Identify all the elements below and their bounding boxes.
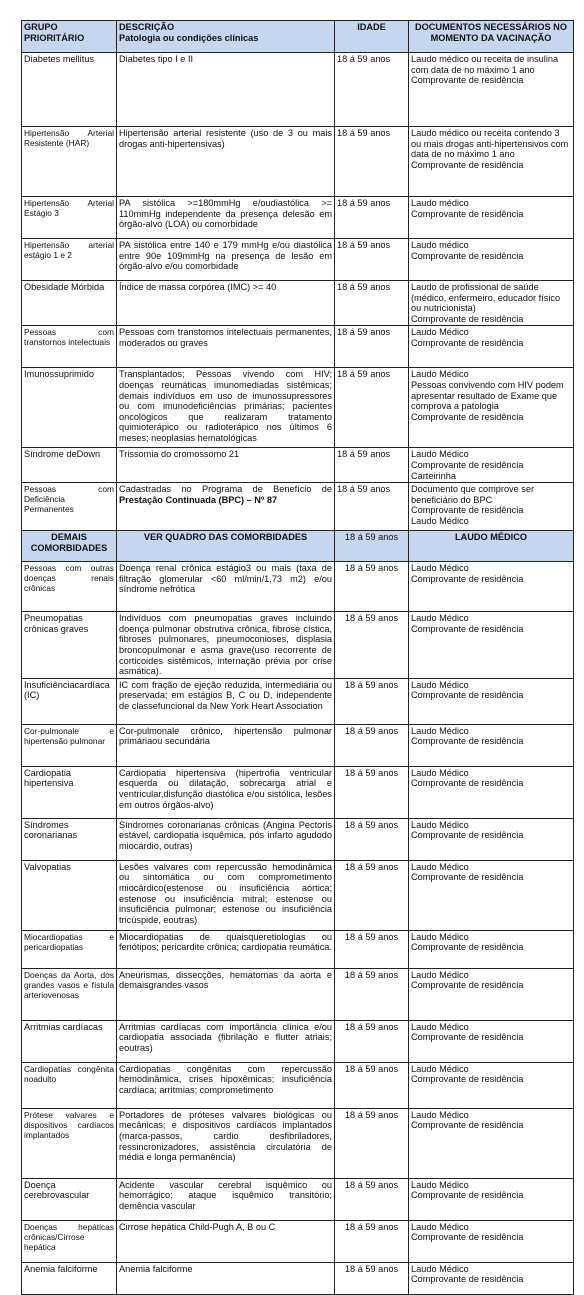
header-description-title: DESCRIÇÃO (119, 22, 175, 32)
table-row (22, 448, 574, 483)
group-cell: Doença cerebrovascular (22, 1178, 117, 1220)
group-cell: Pessoas com Deficiência Permanentes (22, 483, 117, 531)
documents-cell: Documento que comprove ser beneficiário do BPC Comprovante de residência Laudo Médico (409, 483, 574, 531)
description-bold-text: Prestação Continuada (BPC) – Nº 87 (119, 494, 278, 505)
documents-cell: Laudo médico ou receita contendo 3 ou mais drogas anti-hipertensivos com data de no máximo 1 ano Comprovante de residência (409, 127, 574, 197)
documents-cell: Laudo Médico Comprovante de residência Carteirinha (409, 448, 574, 483)
table-row (22, 1220, 574, 1262)
description-cell: Cardiopatias congênitas com repercussão hemodinâmica, crises hipoxêmicas; insuficiência cardíaca; arritmias; comprometimento (117, 1062, 335, 1108)
table-row (22, 724, 574, 766)
table-row (22, 612, 574, 679)
documents-cell: Laudo Médico Comprovante de residência (409, 968, 574, 1020)
group-cell: Síndrome deDown (22, 448, 117, 483)
table-row (22, 818, 574, 860)
documents-cell: Laudo Médico Comprovante de residência (409, 1062, 574, 1108)
documents-cell: Laudo médico Comprovante de residência (409, 197, 574, 239)
table-row (22, 1178, 574, 1220)
documents-cell: Laudo Médico Comprovante de residência (409, 562, 574, 612)
age-cell: 18 á 59 anos (335, 53, 409, 127)
documents-cell: Laudo Médico Pessoas convivendo com HIV podem apresentar resultado de Exame que comprova a patologia Comprovante de residência (409, 368, 574, 448)
documents-cell: Laudo Médico Comprovante de residência (409, 860, 574, 930)
age-cell: 18 á 59 anos (335, 1108, 409, 1178)
section-documents: LAUDO MÉDICO (409, 531, 574, 562)
header-description (117, 21, 335, 53)
table-row (22, 678, 574, 724)
table-row (22, 239, 574, 281)
section-header-body (22, 531, 574, 562)
header-group: GRUPO PRIORITÁRIO (22, 21, 117, 53)
description-cell: Doença renal crônica estágio3 ou mais (taxa de filtração glomerular <60 ml/min/1,73 m2) e/ou síndrome nefrótica (117, 562, 335, 612)
documents-cell: Laudo médico ou receita de insulina com data de no máximo 1 ano Comprovante de residência (409, 53, 574, 127)
description-cell: Arritmias cardíacas com importância clínica e/ou cardiopatia associada (fibrilação e flutter atriais; eoutras) (117, 1020, 335, 1062)
age-cell: 18 á 59 anos (335, 818, 409, 860)
documents-cell: Laudo Médico Comprovante de residência (409, 612, 574, 679)
table-row (22, 53, 574, 127)
description-cell (117, 483, 335, 531)
table-row (22, 930, 574, 968)
age-cell: 18 á 59 anos (335, 197, 409, 239)
table-row (22, 326, 574, 368)
table-row (22, 368, 574, 448)
description-cell: Aneurismas, dissecções, hematomas da aorta e demaisgrandes vasos (117, 968, 335, 1020)
comorbidities-body (22, 562, 574, 1295)
group-cell: Miocardiopatias e pericardiopatias (22, 930, 117, 968)
documents-cell: Laudo Médico Comprovante de residência (409, 766, 574, 818)
group-cell: Pessoas com transtornos intelectuais (22, 326, 117, 368)
age-cell: 18 á 59 anos (335, 1262, 409, 1294)
description-cell: Cirrose hepática Child-Pugh A, B ou C (117, 1220, 335, 1262)
age-cell: 18 á 59 anos (335, 239, 409, 281)
group-cell: Pessoas com outras doenças renais crônicas (22, 562, 117, 612)
age-cell: 18 á 59 anos (335, 562, 409, 612)
group-cell: Obesidade Mórbida (22, 281, 117, 326)
documents-cell: Laudo Médico Comprovante de residência (409, 1178, 574, 1220)
group-cell: Insuficiênciacardíaca (IC) (22, 678, 117, 724)
age-cell: 18 á 59 anos (335, 127, 409, 197)
documents-cell: Laudo de profissional de saúde (médico, enfermeiro, educador físico ou nutricionista) Comprovante de residência (409, 281, 574, 326)
description-cell: Lesões valvares com repercussão hemodinâmica ou sintomática ou com comprometimento miocárdico(estenose ou insuficiência aórtica; estenose ou insuficiência mitral; estenose ou insuficiência pulmonar; estenose ou insuficiência tricúspide, eoutras) (117, 860, 335, 930)
table-row (22, 1262, 574, 1294)
age-cell: 18 á 59 anos (335, 1062, 409, 1108)
age-cell: 18 á 59 anos (335, 678, 409, 724)
documents-cell: Laudo Médico Comprovante de residência (409, 930, 574, 968)
group-cell: Doenças hepáticas crônicas/Cirrose hepática (22, 1220, 117, 1262)
age-cell: 18 á 59 anos (335, 281, 409, 326)
group-cell: Doenças da Aorta, dos grandes vasos e fístula arteriovenosas (22, 968, 117, 1020)
description-cell: Acidente vascular cerebral isquêmico ou hemorrágico; ataque isquêmico transitório; demência vascular (117, 1178, 335, 1220)
documents-cell: Laudo Médico Comprovante de residência (409, 818, 574, 860)
documents-cell: Laudo Médico Comprovante de residência (409, 326, 574, 368)
age-cell: 18 á 59 anos (335, 1220, 409, 1262)
documents-cell: Laudo médico Comprovante de residência (409, 239, 574, 281)
description-cell: Trissomia do cromossomo 21 (117, 448, 335, 483)
age-cell: 18 á 59 anos (335, 612, 409, 679)
table-row (22, 483, 574, 531)
description-cell: Cor-pulmonale crônico, hipertensão pulmonar primáriaou secundária (117, 724, 335, 766)
section-header-row (22, 531, 574, 562)
age-cell: 18 á 59 anos (335, 930, 409, 968)
group-cell: Imunossuprimido (22, 368, 117, 448)
section-group: DEMAIS COMORBIDADES (22, 531, 117, 562)
age-cell: 18 á 59 anos (335, 483, 409, 531)
group-cell: Anemia falciforme (22, 1262, 117, 1294)
group-cell: Valvopatias (22, 860, 117, 930)
priority-groups-body (22, 53, 574, 531)
description-cell: IC com fração de ejeção reduzida, intermediária ou preservada; em estágios B, C ou D, independente de classefuncional da New York Heart Association (117, 678, 335, 724)
age-cell: 18 á 59 anos (335, 326, 409, 368)
group-cell: Pneumopatias crônicas graves (22, 612, 117, 679)
table-row (22, 1020, 574, 1062)
table-row (22, 562, 574, 612)
description-cell: Índice de massa corpórea (IMC) >= 40 (117, 281, 335, 326)
description-cell: PA sistólica entre 140 e 179 mmHg e/ou diastólica entre 90e 109mmHg na presença de lesão em órgão-alvo e/ou comorbidade (117, 239, 335, 281)
age-cell: 18 á 59 anos (335, 860, 409, 930)
section-age: 18 á 59 anos (335, 531, 409, 562)
description-cell: Anemia falciforme (117, 1262, 335, 1294)
header-age: IDADE (335, 21, 409, 53)
age-cell: 18 á 59 anos (335, 448, 409, 483)
age-cell: 18 á 59 anos (335, 368, 409, 448)
group-cell: Cardiopatias congênita noadulto (22, 1062, 117, 1108)
group-cell: Hipertensão Arterial Estágio 3 (22, 197, 117, 239)
group-cell: Hipertensão Arterial Resistente (HAR) (22, 127, 117, 197)
age-cell: 18 á 59 anos (335, 766, 409, 818)
description-cell: Hipertensão arterial resistente (uso de 3 ou mais drogas anti-hipertensivas) (117, 127, 335, 197)
header-description-subtitle: Patologia ou condições clínicas (119, 32, 259, 43)
group-cell: Arritmias cardíacas (22, 1020, 117, 1062)
group-cell: Diabetes mellitus (22, 53, 117, 127)
table-row (22, 197, 574, 239)
group-cell: Síndromes coronarianas (22, 818, 117, 860)
table-header-row (22, 21, 574, 53)
group-cell: Cor-pulmonale e hipertensão pulmonar (22, 724, 117, 766)
documents-cell: Laudo Médico Comprovante de residência (409, 1108, 574, 1178)
documents-cell: Laudo Médico Comprovante de residência (409, 1020, 574, 1062)
description-cell: Diabetes tipo I e II (117, 53, 335, 127)
section-description: VER QUADRO DAS COMORBIDADES (117, 531, 335, 562)
description-cell: Miocardiopatias de quaisqueretiologias ou fenótipos; pericardite crônica; cardiopatia reumática. (117, 930, 335, 968)
table-row (22, 1062, 574, 1108)
vaccination-priority-table (21, 20, 574, 1295)
description-cell: Síndromes coronarianas crônicas (Angina Pectoris estável, cardiopatia isquêmica, pós infarto agudodo miocárdio, outras) (117, 818, 335, 860)
table-row (22, 968, 574, 1020)
age-cell: 18 á 59 anos (335, 968, 409, 1020)
description-cell: Pessoas com transtornos intelectuais permanentes, moderados ou graves (117, 326, 335, 368)
documents-cell: Laudo Médico Comprovante de residência (409, 1262, 574, 1294)
table-row (22, 766, 574, 818)
documents-cell: Laudo Médico Comprovante de residência (409, 724, 574, 766)
documents-cell: Laudo Médico Comprovante de residência (409, 1220, 574, 1262)
age-cell: 18 á 59 anos (335, 1020, 409, 1062)
table-row (22, 1108, 574, 1178)
group-cell: Prótese valvares e dispositivos cardíacos implantados (22, 1108, 117, 1178)
header-documents: DOCUMENTOS NECESSÁRIOS NO MOMENTO DA VACINAÇÃO (409, 21, 574, 53)
description-cell: Cardiopatia hipertensiva (hipertrofia ventricular esquerda ou dilatação, sobrecarga atrial e ventricular,disfunção diastólica e/ou sistólica, lesões em outros órgãos-alvo) (117, 766, 335, 818)
group-cell: Cardiopatia hipertensiva (22, 766, 117, 818)
description-cell: PA sistólica >=180mmHg e/oudiastólica >= 110mmHg independente da presença delesão em órgão-alvo (LOA) ou comorbidade (117, 197, 335, 239)
documents-cell: Laudo Médico Comprovante de residência (409, 678, 574, 724)
table-row (22, 281, 574, 326)
table-row (22, 860, 574, 930)
description-cell: Indivíduos com pneumopatias graves incluindo doença pulmonar obstrutiva crônica, fibrose cística, fibroses pulmonares, pneumoconioses, displasia broncopulmonar e asma grave(uso recorrente de corticoides sistêmicos, internação prévia por crise asmática). (117, 612, 335, 679)
age-cell: 18 á 59 anos (335, 724, 409, 766)
group-cell: Hipertensão arterial estágio 1 e 2 (22, 239, 117, 281)
description-cell: Transplantados; Pessoas vivendo com HIV; doenças reumáticas imunomediadas sistêmicas; demais indivíduos em uso de imunossupressores ou com imunodeficiências primárias; pacientes oncológicos que realizaram tratamento quimioterápico ou radioterápico nos últimos 6 meses; neoplasias hematológicas (117, 368, 335, 448)
age-cell: 18 á 59 anos (335, 1178, 409, 1220)
description-text: Cadastradas no Programa de Benefício de (119, 484, 332, 495)
description-cell: Portadores de próteses valvares biológicas ou mecânicas; e dispositivos cardíacos implantados (marca-passos, cardio desfibriladores, ressincronizadores, assistência circulatória de média e longa permanência) (117, 1108, 335, 1178)
table-row (22, 127, 574, 197)
